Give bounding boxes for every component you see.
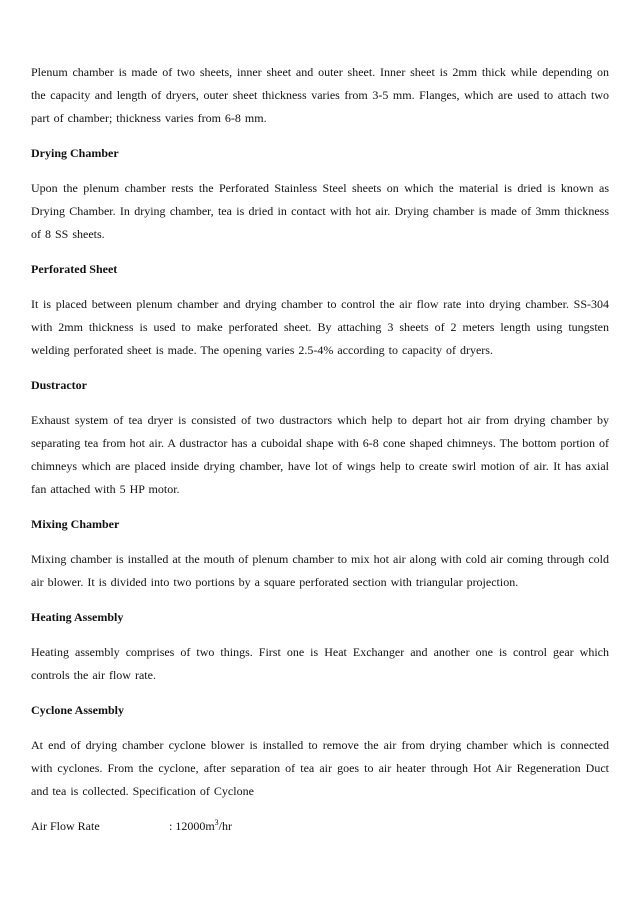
heading-cyclone-assembly: Cyclone Assembly <box>31 703 124 717</box>
paragraph-cyclone-assembly: At end of drying chamber cyclone blower is installed to remove the air from drying chamber which is connected with cyclones. From the cyclone, after separation of tea air goes to air heater through Hot Air Regeneration Duct and tea is collected. Specification of Cyclone <box>31 738 609 798</box>
spec-value-unit: /hr <box>218 819 233 833</box>
paragraph-mixing-chamber: Mixing chamber is installed at the mouth of plenum chamber to mix hot air along with cold air coming through cold air blower. It is divided into two portions by a square perforated section with triangular projection. <box>31 552 609 589</box>
paragraph-drying-chamber: Upon the plenum chamber rests the Perforated Stainless Steel sheets on which the material is dried is known as Drying Chamber. In drying chamber, tea is dried in contact with hot air. Drying chamber is made of 3mm thickness of 8 SS sheets. <box>31 181 609 241</box>
heading-dustractor: Dustractor <box>31 378 87 392</box>
spec-label: Air Flow Rate <box>31 819 100 833</box>
paragraph-perforated-sheet: It is placed between plenum chamber and drying chamber to control the air flow rate into drying chamber. SS-304 with 2mm thickness is used to make perforated sheet. By attaching 3 sheets of 2 meters length using tungsten welding perforated sheet is made. The opening varies 2.5-4% according to capacity of dryers. <box>31 297 609 357</box>
heading-heating-assembly: Heating Assembly <box>31 610 124 624</box>
spec-value-superscript: 3 <box>214 818 219 827</box>
intro-paragraph: Plenum chamber is made of two sheets, inner sheet and outer sheet. Inner sheet is 2mm thick while depending on the capacity and length of dryers, outer sheet thickness varies from 3-5 mm. Flanges, which are used to attach two part of chamber; thickness varies from 6-8 mm. <box>31 65 609 125</box>
paragraph-dustractor: Exhaust system of tea dryer is consisted of two dustractors which help to depart hot air from drying chamber by separating tea from hot air. A dustractor has a cuboidal shape with 6-8 cone shaped chimneys. The bottom portion of chimneys which are placed inside drying chamber, have lot of wings help to create swirl motion of air. It has axial fan attached with 5 HP motor. <box>31 413 609 496</box>
spec-value <box>169 815 232 838</box>
heading-mixing-chamber: Mixing Chamber <box>31 517 120 531</box>
paragraph-heating-assembly: Heating assembly comprises of two things. First one is Heat Exchanger and another one is control gear which controls the air flow rate. <box>31 645 609 682</box>
heading-drying-chamber: Drying Chamber <box>31 146 119 160</box>
document-page <box>31 61 609 838</box>
spec-row-air-flow-rate <box>31 815 609 838</box>
spec-value-number: : 12000m <box>169 819 215 833</box>
heading-perforated-sheet: Perforated Sheet <box>31 262 118 276</box>
